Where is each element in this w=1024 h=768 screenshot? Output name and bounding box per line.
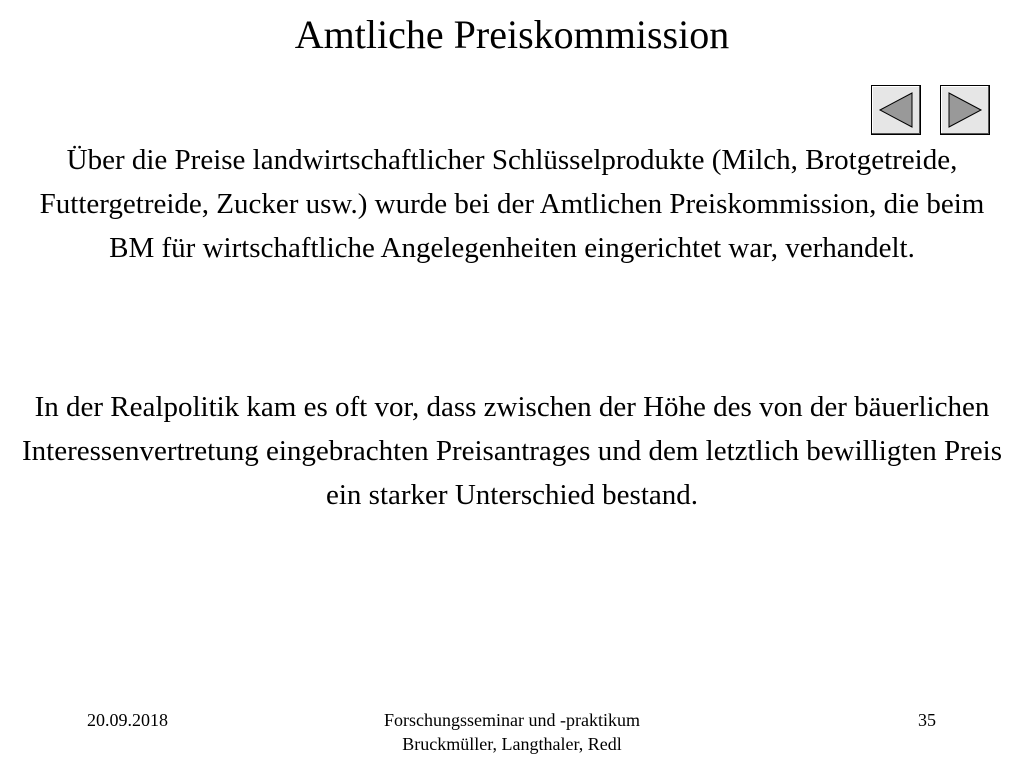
triangle-left-icon	[871, 85, 921, 135]
triangle-right-icon	[940, 85, 990, 135]
footer-course-info	[312, 708, 712, 756]
footer-authors: Bruckmüller, Langthaler, Redl	[402, 734, 622, 754]
footer-course-title: Forschungsseminar und -praktikum	[384, 710, 640, 730]
slide-navigation	[871, 85, 991, 135]
body-paragraph-preiskommission: Über die Preise landwirtschaftlicher Schlüsselprodukte (Milch, Brotgetreide, Futtergetreide, Zucker usw.) wurde bei der Amtlichen Preiskommission, die beim BM für wirtschaftliche Angelegenheiten eingerichtet war, verhandelt.	[39, 144, 985, 264]
footer-date: 20.09.2018	[87, 710, 168, 730]
body-paragraph-realpolitik: In der Realpolitik kam es oft vor, dass zwischen der Höhe des von der bäuerlichen Interessenvertretung eingebrachten Preisantrages und dem letztlich bewilligten Preis ein starker Unterschied bestand.	[21, 391, 1003, 511]
slide-title: Amtliche Preiskommission	[294, 12, 730, 57]
next-slide-button[interactable]	[940, 85, 990, 135]
previous-slide-button[interactable]	[871, 85, 921, 135]
footer-page-number: 35	[918, 710, 936, 730]
